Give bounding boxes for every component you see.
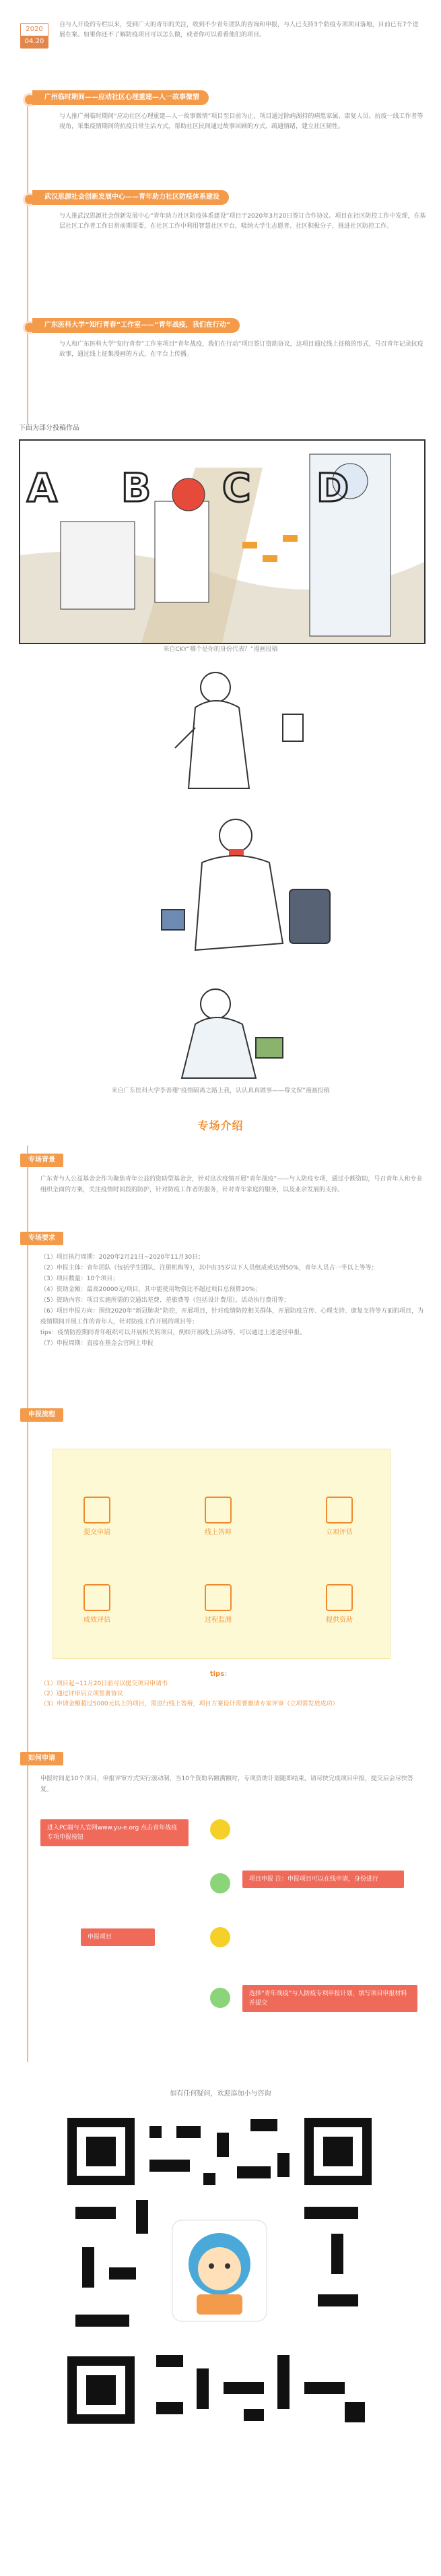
project-text: 与人和广东医科大学“知行青春”工作室项目“青年战疫，我们在行动”项目签订资助协议，这项目通过线上征稿的形式，号召青年记录抗疫故事，通过线上征集漫画的方式，在平台上传播。	[59, 341, 423, 358]
date-monthday: 04.20	[21, 36, 48, 48]
tip-item: （2）通过评审后立项签署协议	[40, 1691, 123, 1697]
comic-letter-a: A	[27, 465, 57, 511]
stage-circle	[210, 1819, 230, 1840]
req-item: （3）项目数量：10个项目；	[40, 1276, 119, 1282]
stage-box	[242, 1871, 404, 1888]
req-item: （6）项目申报方向：围绕2020年“新冠肺炎”防控，开展项目，针对疫情防控相关群体，开展防疫宣传、心理支持、康复支持等方面的项目，为疫情期间开展工作的青年人，针对防疫工作开展的项目等；	[40, 1308, 423, 1325]
flow-step	[67, 1584, 127, 1626]
comic-caption: 来自CKY“哪个是你的身份代表？”漫画投稿	[163, 646, 278, 653]
flow-step-label: 提供资助	[326, 1616, 353, 1624]
flow-step-label: 过程监测	[205, 1616, 232, 1624]
stage-circle	[210, 1988, 230, 2008]
illustration-caption: 来自广东医科大学李善珊“疫情隔离之路上我，认认真真做事——莓文保”漫画投稿	[111, 1088, 330, 1094]
tips-title: tips：	[209, 1670, 232, 1678]
req-item: （4）资助金额：最高20000元/项目，其中能使用物资比不超过项目总预算20%；	[40, 1286, 261, 1293]
comic-image	[19, 439, 426, 644]
date-badge	[20, 23, 48, 49]
sub-title-background: 专场背景	[20, 1154, 63, 1167]
tip-item: （1）项目起~11月20日前可以提交项目申请书	[40, 1680, 168, 1687]
background-text: 广东青与人公益基金会作为聚焦青年公益的资助型基金会，针对这次疫情开展“青年战疫”——与人防疫专项，通过小额资助，号召青年人和专业组织全面的方案，关注疫情时间段的防护，针对防疫工作者的服务，针对青年家庭的服务，以及业余发展的支持。	[40, 1176, 423, 1193]
monitor-icon	[205, 1584, 232, 1611]
project-title: 武汉思源社会创新发展中心——青年助力社区防疫体系建设	[32, 190, 229, 205]
stage-circle	[210, 1927, 230, 1947]
stage-box	[81, 1928, 155, 1946]
stage-text: 选择“青年战疫”与人防疫专项申报计划，填写项目申报材料并提交	[249, 1990, 407, 2007]
qr-code[interactable]	[62, 2112, 377, 2429]
result-icon	[83, 1584, 110, 1611]
req-item: （7）申报周期：直接在基金会官网上申报	[40, 1340, 154, 1347]
flow-step-label: 线上答辩	[205, 1529, 232, 1536]
req-item: （5）资助内容：项目实施所需的交通出差费、差旅费等（包括设计费用），活动执行费用等；	[40, 1297, 290, 1304]
section-title-text: 专场介绍	[197, 1119, 244, 1132]
images-label: 下面为部分投稿作品	[19, 425, 79, 432]
section-title	[0, 1117, 441, 1135]
req-item: tips：疫情防控期间青年组织可以开展相关的项目，例如开展线上活动等，可以通过上述途径申报。	[40, 1329, 306, 1336]
stage-text: 申报项目	[88, 1934, 112, 1941]
flow-step	[309, 1497, 370, 1538]
comic-letter-c: C	[222, 465, 251, 511]
timeline-line	[27, 94, 28, 425]
req-item: （2）申报主体：青年团队（包括学生团队、注册机构等），其中由35岁以下人员组成或达到50%，青年人员占一半以上等等；	[40, 1265, 378, 1271]
qr-code-graphic	[62, 2112, 377, 2429]
sub-title-process: 申报流程	[20, 1408, 63, 1422]
req-item: （1）项目执行周期：2020年2月21日~2020年11月30日；	[40, 1254, 205, 1261]
project-title: 广州临时期间——应动社区心理重建—人一故事微情	[32, 90, 209, 105]
sub-title-apply: 如何申请	[20, 1752, 63, 1765]
illustration-runner	[81, 977, 364, 1085]
funding-icon	[326, 1584, 353, 1611]
presentation-icon	[205, 1497, 232, 1523]
illustration-doctor	[67, 809, 377, 984]
flow-step-label: 立项评估	[326, 1529, 353, 1536]
sub-title-requirements: 专场要求	[20, 1232, 63, 1245]
flow-step	[67, 1497, 127, 1538]
flow-step	[188, 1497, 248, 1538]
project-title: 广东医科大学“知行青春”工作室——“青年战疫，我们在行动”	[32, 318, 240, 333]
date-year: 2020	[21, 24, 48, 36]
flow-step	[188, 1584, 248, 1626]
illustration-figures	[94, 654, 350, 815]
tip-item: （3）申请金额超过5000元以上的项目，需进行线上答辩，项目方案设计需要邀请专家评审（立项需发放成功）	[40, 1701, 339, 1707]
stage-box	[40, 1819, 189, 1846]
stage-text: 进入PC端与人官网www.yu-e.org 点击青年战疫专项申报按钮	[47, 1825, 178, 1841]
flow-step-label: 成效评估	[83, 1616, 110, 1624]
flow-step-label: 提交申请	[83, 1529, 110, 1536]
tips-list	[40, 1679, 417, 1709]
footer-text: 如有任何疑问，欢迎添加小与咨询	[170, 2090, 271, 2098]
stage-text: 项目申报 注：申报项目可以在线申请，身份进行	[249, 1876, 378, 1883]
flow-step	[309, 1584, 370, 1626]
project-text: 与人推武汉思源社会创新发展中心“青年助力社区防疫体系建设”项目于2020年3月20日签订合作协议。项目在社区防控工作中发现，在基层社区工作者工作日常前期需要，在社区工作中利用智慧社区平台，吸纳大学生志愿者、社区积极分子，推进社区防控工作。	[59, 213, 426, 230]
process-flow	[53, 1449, 391, 1659]
intro-text: 自与人开设的专栏以来，受到广大的青年的关注，收到不少青年团队的咨询和申报，与人已支持3个防疫专项项目落地，目前已有7个进展在案。如果你还不了解防疫项目可以怎么做，或者你可以看看他们的项目。	[59, 22, 419, 38]
evaluation-icon	[326, 1497, 353, 1523]
apply-text: 申报时间是10个项目，申报评审方式实行滚动制，当10个资助名额满额时，专项资助计划随即结束。请尽快完成项目申报，提交后会尽快答复。	[40, 1776, 413, 1793]
comic-letter-d: D	[316, 465, 349, 511]
section-line	[27, 1145, 28, 2062]
comic-letter-b: B	[121, 465, 151, 511]
requirements-list	[40, 1252, 424, 1349]
stage-circle	[210, 1873, 230, 1893]
comic-illustration	[20, 441, 424, 643]
submit-icon	[83, 1497, 110, 1523]
stage-box	[242, 1985, 417, 2012]
project-text: 与人推广州临时期间“应动社区心理重建—人一故事微情”项目至目前为止，项目通过除病湖持的病患家属、康复人员、抗疫一线工作者等视角，采集疫情期间的抗疫日常生活方式，帮助社区民间通过故事回顾的方式，疏通情绪，建立社区韧性。	[59, 113, 423, 130]
